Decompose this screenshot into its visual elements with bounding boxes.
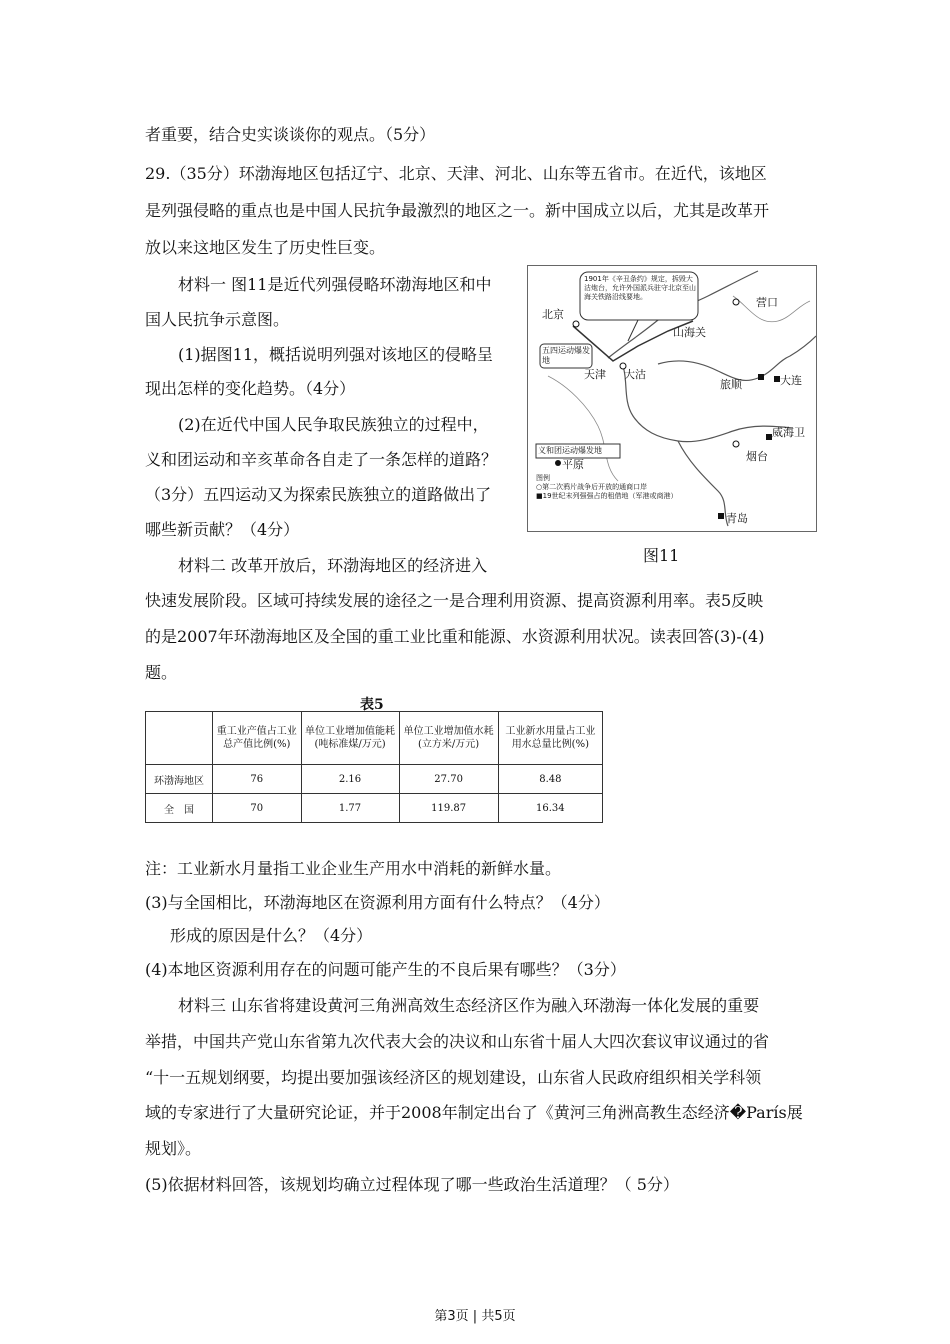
table-header-cell: 单位工业增加值能耗(吨标准煤/万元)	[301, 712, 399, 765]
question-5-line: (5)依据材料回答，该规划均确立过程体现了哪一些政治生活道理？（ 5分）	[145, 1175, 679, 1194]
text-line: 放以来这地区发生了历史性巨变。	[145, 238, 386, 257]
material-2-line: 材料二 改革开放后，环渤海地区的经济进入	[178, 556, 488, 575]
legend-title: 图例	[536, 474, 550, 482]
text-line: 域的专家进行了大量研究论证，并于2008年制定出台了《黄河三角洲高教生态经济�París展	[145, 1103, 803, 1122]
label-qingdao: 青岛	[726, 512, 748, 525]
text-line: “十一五规划纲要，均提出要加强该经济区的规划建设，山东省人民政府组织相关学科领	[145, 1068, 762, 1087]
text-line: 的是2007年环渤海地区及全国的重工业比重和能源、水资源利用状况。读表回答(3)-(4)	[145, 627, 765, 646]
question-1-line: (1)据图11，概括说明列强对该地区的侵略呈	[178, 345, 494, 364]
table-cell: 16.34	[498, 794, 602, 823]
label-yantai: 烟台	[746, 450, 768, 463]
label-dalian: 大连	[780, 374, 802, 387]
table-cell: 全 国	[146, 794, 213, 823]
map-svg	[528, 266, 816, 531]
callout-boxer: 义和团运动爆发地	[538, 446, 602, 455]
page-footer: 第3页 | 共5页	[434, 1309, 516, 1324]
table-cell: 环渤海地区	[146, 765, 213, 794]
text-line: 形成的原因是什么？（4分）	[170, 926, 373, 945]
text-line: 现出怎样的变化趋势。（4分）	[145, 379, 356, 398]
table-header-row	[146, 712, 603, 765]
material-3-line: 材料三 山东省将建设黄河三角洲高效生态经济区作为融入环渤海一体化发展的重要	[178, 996, 760, 1015]
table-header-cell: 单位工业增加值水耗(立方米/万元)	[399, 712, 498, 765]
table-row	[146, 794, 603, 823]
table-header-cell: 重工业产值占工业总产值比例(%)	[213, 712, 302, 765]
map-legend	[536, 474, 726, 501]
table-cell: 8.48	[498, 765, 602, 794]
question-3-line: (3)与全国相比，环渤海地区在资源利用方面有什么特点？（4分）	[145, 893, 610, 912]
label-weihaiwei: 威海卫	[772, 426, 805, 439]
figure-caption: 图11	[643, 546, 680, 565]
table-cell: 27.70	[399, 765, 498, 794]
table-cell: 70	[213, 794, 302, 823]
legend-leased-territory: ■19世纪末列强强占的租借地（军港或商港）	[536, 492, 678, 500]
question-29-line: 29.（35分）环渤海地区包括辽宁、北京、天津、河北、山东等五省市。在近代，该地区	[145, 164, 767, 183]
label-yingkou: 营口	[756, 296, 778, 309]
text-line: 义和团运动和辛亥革命各自走了一条怎样的道路？	[145, 450, 498, 469]
text-line: 国人民抗争示意图。	[145, 310, 290, 329]
text-line: 快速发展阶段。区域可持续发展的途径之一是合理利用资源、提高资源利用率。表5反映	[145, 591, 764, 610]
text-line: 举措，中国共产党山东省第九次代表大会的决议和山东省十届人大四次套议审议通过的省	[145, 1032, 770, 1051]
text-line: 规划》。	[145, 1139, 202, 1158]
label-tianjin: 天津	[584, 368, 606, 381]
callout-treaty: 1901年《辛丑条约》规定，拆毁大沽炮台，允许外国派兵驻守北京至山海关铁路沿线要地。	[584, 275, 696, 301]
question-4-line: (4)本地区资源利用存在的问题可能产生的不良后果有哪些？（3分）	[145, 960, 626, 979]
table-cell: 119.87	[399, 794, 498, 823]
table-title: 表5	[360, 697, 384, 713]
label-dagu: 大沽	[624, 368, 646, 381]
table-5	[145, 711, 603, 823]
table-note: 注：工业新水月量指工业企业生产用水中消耗的新鲜水量。	[145, 859, 562, 878]
label-lushun: 旅顺	[720, 378, 742, 391]
text-line: 是列强侵略的重点也是中国人民抗争最激烈的地区之一。新中国成立以后，尤其是改革开	[145, 201, 770, 220]
table-header-cell: 工业新水用量占工业用水总量比例(%)	[498, 712, 602, 765]
question-2-line: (2)在近代中国人民争取民族独立的过程中，	[178, 415, 489, 434]
table-header-cell	[146, 712, 213, 765]
label-shanhaiguan: 山海关	[673, 326, 706, 339]
label-beijing: 北京	[542, 308, 564, 321]
material-1-line: 材料一 图11是近代列强侵略环渤海地区和中	[178, 275, 492, 294]
legend-treaty-port: ○第二次鸦片战争后开放的通商口岸	[536, 483, 648, 491]
table-row	[146, 765, 603, 794]
text-line: 题。	[145, 663, 178, 682]
label-pingyuan: 平原	[562, 458, 584, 471]
map-figure-11	[527, 265, 817, 532]
text-line: （3分）五四运动又为探索民族独立的道路做出了	[145, 485, 492, 504]
text-line: 者重要，结合史实谈谈你的观点。（5分）	[145, 125, 436, 144]
text-line: 哪些新贡献？（4分）	[145, 520, 300, 539]
table-cell: 1.77	[301, 794, 399, 823]
table-cell: 2.16	[301, 765, 399, 794]
callout-may-fourth: 五四运动爆发地	[542, 346, 590, 365]
table-cell: 76	[213, 765, 302, 794]
